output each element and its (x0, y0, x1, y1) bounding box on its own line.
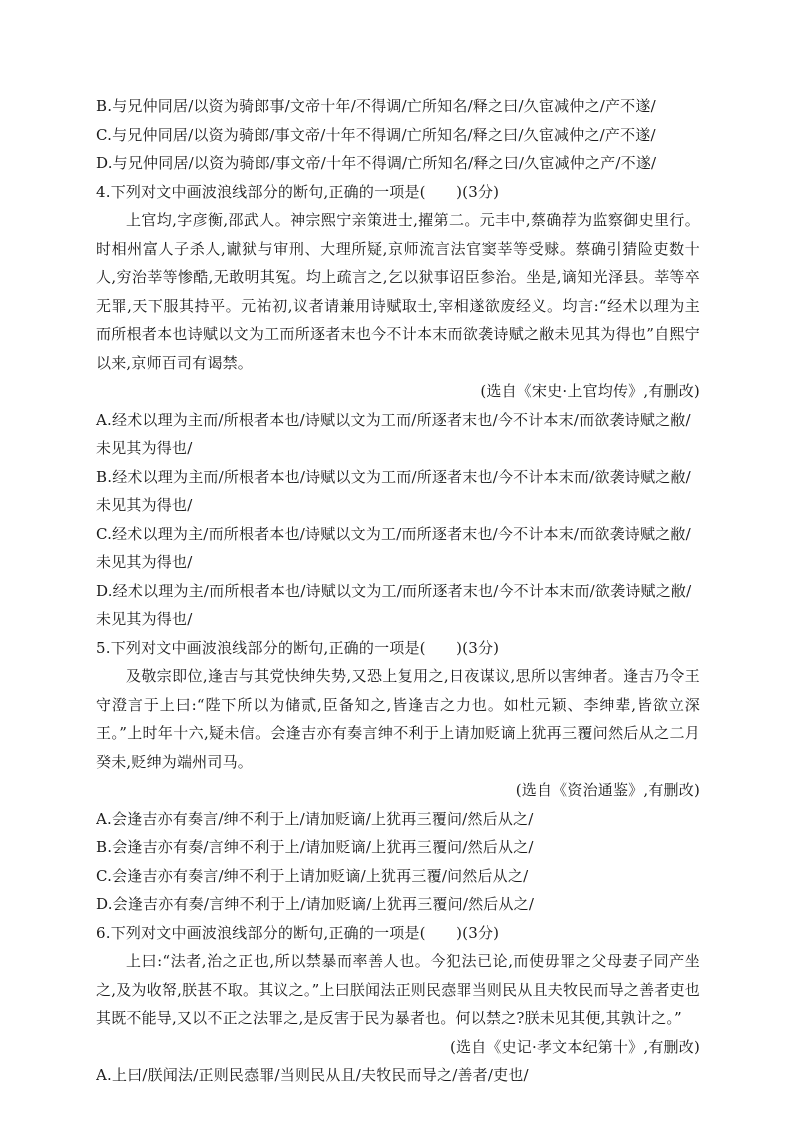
question-4 (96, 178, 700, 634)
q6-source: (选自《史记·孝文本纪第十》,有删改) (449, 1037, 700, 1056)
q5-option-d[interactable]: D.会逢吉亦有奏/言绅不利于上/请加贬谪/上犹再三覆问/然后从之/ (96, 895, 535, 913)
q4-option-b[interactable]: B.经术以理为主而/所根者本也/诗赋以文为工而/所逐者末也/今不计本末而/欲袭诗赋之敝/未见其为得也/ (96, 467, 691, 514)
q3-options (96, 92, 700, 178)
q4-option-c[interactable]: C.经术以理为主/而所根者本也/诗赋以文为工/而所逐者末也/今不计本末/而欲袭诗赋之敝/未见其为得也/ (96, 524, 691, 571)
q4-option-d[interactable]: D.经术以理为主/而所根者本也/诗赋以文为工/而所逐者末也/今不计本末而/欲袭诗赋之敝/未见其为得也/ (96, 581, 692, 628)
q5-option-c[interactable]: C.会逢吉亦有奏言/绅不利于上请加贬谪/上犹再三覆/问然后从之/ (96, 866, 529, 885)
q3-option-d[interactable]: D.与兄仲同居/以资为骑郎/事文帝/十年不得调/亡所知名/释之曰/久宦减仲之产/不遂/ (96, 154, 657, 172)
q5-question: 5.下列对文中画波浪线部分的断句,正确的一项是( )(3分) (96, 638, 500, 657)
q3-option-b[interactable]: B.与兄仲同居/以资为骑郎事/文帝十年/不得调/亡所知名/释之曰/久宦减仲之/产不遂/ (96, 97, 656, 115)
q5-source: (选自《资治通鉴》,有删改) (515, 781, 700, 799)
question-5 (96, 634, 700, 919)
q6-option-a[interactable]: A.上曰/朕闻法/正则民悫罪/当则民从且/夫牧民而导之/善者/吏也/ (96, 1066, 529, 1084)
q4-option-a[interactable]: A.经术以理为主而/所根者本也/诗赋以文为工而/所逐者末也/今不计本末/而欲袭诗赋之敝/未见其为得也/ (96, 410, 691, 457)
q5-option-a[interactable]: A.会逢吉亦有奏言/绅不利于上/请加贬谪/上犹再三覆问/然后从之/ (96, 809, 534, 828)
q5-passage: 及敬宗即位,逢吉与其党快绅失势,又恐上复用之,日夜谋议,思所以害绅者。逢吉乃令王守澄言于上曰:“陛下所以为储贰,臣备知之,皆逢吉之力也。如杜元颖、李绅辈,皆欲立深王。”上时年十六,疑未信。会逢吉亦有奏言绅不利于上请加贬谪上犹再三覆问然后从之二月癸未,贬绅为端州司马。 (96, 667, 700, 771)
q6-question: 6.下列对文中画波浪线部分的断句,正确的一项是( )(3分) (96, 923, 500, 942)
q4-question: 4.下列对文中画波浪线部分的断句,正确的一项是( )(3分) (96, 182, 500, 201)
q6-passage: 上曰:“法者,治之正也,所以禁暴而率善人也。今犯法已论,而使毋罪之父母妻子同产坐之,及为收帑,朕甚不取。其议之。”上曰朕闻法正则民悫罪当则民从且夫牧民而导之善者吏也其既不能导,又以不正之法罪之,是反害于民为暴者也。何以禁之?朕未见其便,其孰计之。” (96, 952, 700, 1027)
q5-option-b[interactable]: B.会逢吉亦有奏/言绅不利于上/请加贬谪/上犹再三覆问/然后从之/ (96, 838, 534, 856)
question-6 (96, 919, 700, 1090)
q3-option-c[interactable]: C.与兄仲同居/以资为骑郎/事文帝/十年不得调/亡所知名/释之曰/久宦减仲之/产不遂/ (96, 125, 656, 144)
q4-passage: 上官均,字彦衡,邵武人。神宗熙宁亲策进士,擢第二。元丰中,蔡确荐为监察御史里行。时相州富人子杀人,谳狱与审刑、大理所疑,京师流言法官窦莘等受赇。蔡确引猜险吏数十人,穷治莘等惨酷,无敢明其冤。均上疏言之,乞以狱事诏臣参治。坐是,谪知光泽县。莘等卒无罪,天下服其持平。元祐初,议者请兼用诗赋取士,宰相遂欲废经义。均言:“经术以理为主而所根者本也诗赋以文为工而所逐者末也今不计本末而欲袭诗赋之敝未见其为得也”自熙宁以来,京师百司有谒禁。 (96, 211, 700, 372)
exam-page (96, 92, 700, 1090)
q4-source: (选自《宋史·上官均传》,有删改) (480, 382, 700, 400)
